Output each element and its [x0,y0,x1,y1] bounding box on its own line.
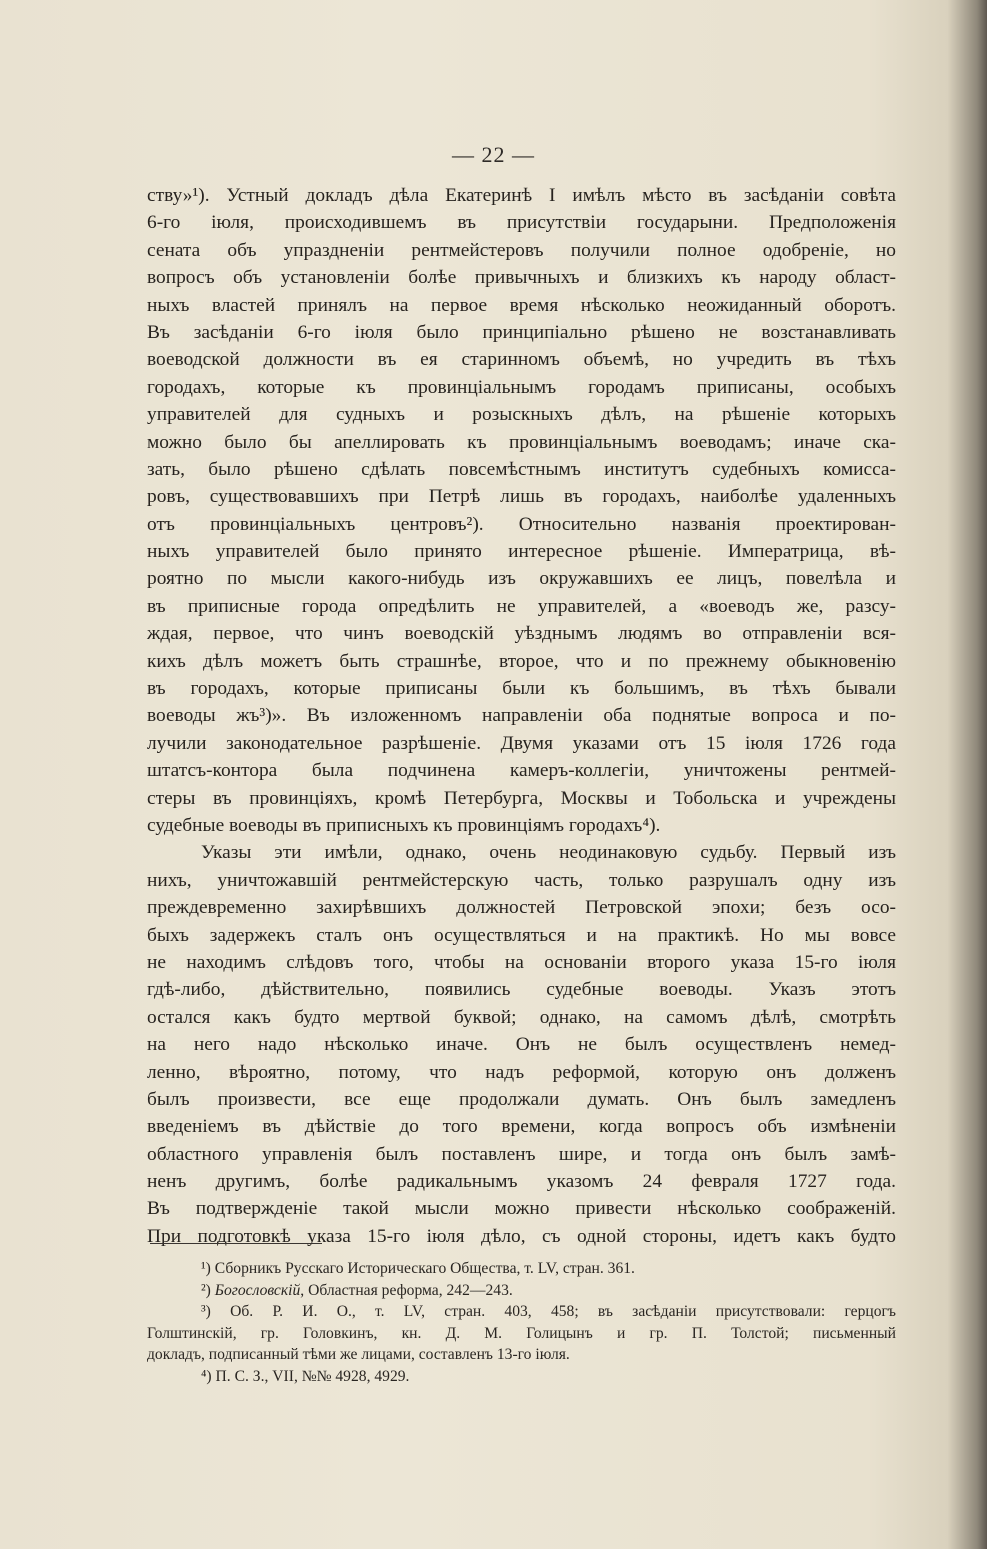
text-line: Указы эти имѣли, однако, очень неодинаковую судьбу. Первый изъ [201,842,896,864]
text-line: ныхъ властей принялъ на первое время нѣсколько неожиданный оборотъ. [147,294,896,316]
text-line: преждевременно захирѣвшихъ должностей Петровской эпохи; безъ осо- [147,897,896,919]
text-line: введенiемъ въ дѣйствiе до того времени, когда вопросъ объ измѣненiи [147,1116,896,1138]
author-name: Богословскiй [214,1281,301,1299]
text-line: При подготовкѣ указа 15-го iюля дѣло, съ одной стороны, идетъ какъ будто [147,1225,896,1247]
text-line: въ городахъ, которые приписаны были къ большимъ, въ тѣхъ бывали [147,678,896,700]
text-line: можно было бы апеллировать къ провинцiальнымъ воеводамъ; иначе ска- [147,431,896,453]
text-line: воеводы жъ³)». Въ изложенномъ направленiи оба поднятые вопроса и по- [147,705,896,727]
footnote-line: Голштинскiй, гр. Головкинъ, кн. Д. М. Голицынъ и гр. П. Толстой; письменный [147,1324,896,1342]
text-line: стеры въ провинцiяхъ, кромѣ Петербурга, Москвы и Тобольска и учреждены [147,787,896,809]
text-line: на него надо нѣсколько иначе. Онъ не былъ осуществленъ немед- [147,1034,896,1056]
body-text [147,182,896,1250]
text-line: въ приписные города опредѣлить не управителей, а «воеводъ же, разсу- [147,595,896,617]
text-line: кихъ дѣлъ можетъ быть страшнѣе, второе, что и по прежнему обыкновенiю [147,650,896,672]
text-line: быхъ задержекъ сталъ онъ осуществляться и на практикѣ. Но мы вовсе [147,924,896,946]
text-line: отъ провинцiальныхъ центровъ²). Относительно названiя проектирован- [147,513,896,535]
text-line: зать, было рѣшено сдѣлать повсемѣстнымъ институтъ судебныхъ комисса- [147,458,896,480]
text-line: областного управленiя былъ поставленъ шире, и тогда онъ былъ замѣ- [147,1143,896,1165]
text-line: ленно, вѣроятно, потому, что надъ реформой, которую онъ долженъ [147,1061,896,1083]
text-line: ству»¹). Устный докладъ дѣла Екатеринѣ I имѣлъ мѣсто въ засѣданiи совѣта [147,185,896,206]
text-line: нихъ, уничтожавшiй рентмейстерскую часть, только разрушалъ одну изъ [147,869,896,891]
text-line: штатсъ-контора была подчинена камеръ-коллегiи, уничтожены рентмей- [147,760,896,782]
footnote-line: ¹) Сборникъ Русскаго Историческаго Общества, т. LV, стран. 361. [201,1260,635,1277]
footnote-line: ³) Об. Р. И. О., т. LV, стран. 403, 458; въ засѣданiи присутствовали: герцогъ [201,1303,896,1321]
text-line: Въ засѣданiи 6-го iюля было принципiально рѣшено не возстанавливать [147,321,896,343]
text-line: ровъ, существовавшихъ при Петрѣ лишь въ городахъ, наиболѣе удаленныхъ [147,486,896,508]
text-line: не находимъ слѣдовъ того, чтобы на основанiи второго указа 15-го iюля [147,951,896,973]
text-line: лучили законодательное разрѣшенiе. Двумя указами отъ 15 iюля 1726 года [147,732,896,754]
footnote-rule [150,1243,322,1244]
text-line: 6-го iюля, происходившемъ въ присутствiи государыни. Предположенiя [147,212,896,234]
footnote-line: ⁴) П. С. З., VII, №№ 4928, 4929. [201,1367,410,1385]
text-line: роятно по мысли какого-нибудь изъ окружавшихъ ее лицъ, повелѣла и [147,568,896,590]
footnote-line: ²) Богословскiй, Областная реформа, 242—243. [201,1281,513,1299]
text-line: городахъ, которые къ провинцiальнымъ городамъ приписаны, особыхъ [147,376,896,398]
footnotes [147,1258,896,1388]
text-line: ненъ другимъ, болѣе радикальнымъ указомъ 24 февраля 1727 года. [147,1171,896,1193]
page-number: — 22 — [452,142,535,167]
text-line: остался какъ будто мертвой буквой; однако, на самомъ дѣлѣ, смотрѣть [147,1006,896,1028]
text-line: былъ произвести, все еще продолжали думать. Онъ былъ замедленъ [147,1088,896,1110]
footnote-line: докладъ, подписанный тѣми же лицами, составленъ 13-го iюля. [147,1346,570,1364]
text-line: сената объ упраздненiи рентмейстеровъ получили полное одобренiе, но [147,239,896,261]
text-line: вопросъ объ установленiи болѣе привычныхъ и близкихъ къ народу област- [147,267,896,289]
text-line: воеводской должности въ ея старинномъ объемѣ, но учредить въ тѣхъ [147,349,896,371]
text-line: Въ подтвержденiе такой мысли можно привести нѣсколько соображенiй. [147,1198,896,1220]
text-line: гдѣ-либо, дѣйствительно, появились судебные воеводы. Указъ этотъ [147,979,896,1001]
text-line: ждая, первое, что чинъ воеводскiй уѣзднымъ людямъ во отправленiи вся- [147,623,896,645]
text-line: управителей для судныхъ и розыскныхъ дѣлъ, на рѣшенiе которыхъ [147,404,896,426]
text-line: судебные воеводы въ приписныхъ къ провинцiямъ городахъ⁴). [147,814,661,836]
text-line: ныхъ управителей было принято интересное рѣшенiе. Императрица, вѣ- [147,541,896,563]
